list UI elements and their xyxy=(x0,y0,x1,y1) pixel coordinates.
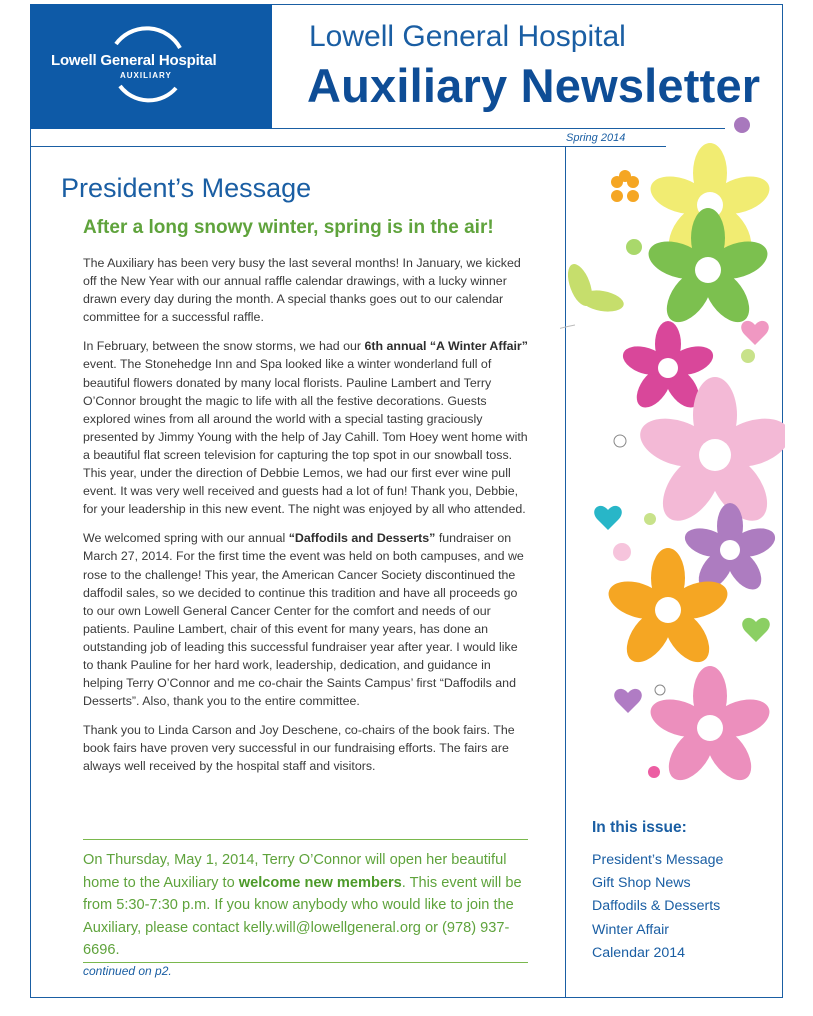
pink-flower-bottom-icon xyxy=(646,666,774,788)
paragraph-1: The Auxiliary has been very busy the last several months! In January, we kicked off the New Year with our annual raffle calendar drawings, with a lucky winner drawn every day during the month. A special thanks goes out to our calendar committee for a successful raffle. xyxy=(83,256,521,325)
issue-item[interactable]: Gift Shop News xyxy=(592,875,691,892)
paragraph-3: We welcomed spring with our annual “Daffodils and Desserts” fundraiser on March 27, 2014. For the first time the event was held on both campuses, and we rose to the challenge! This year, the American Cancer Society discontinued the daffodil sales, so we decided to continue this tradition and have all proceeds go to our own Lowell General Cancer Center for the comfort and needs of our patients. Pauline Lambert, chair of this event for many years, has done an outstanding job of leading this successful fundraiser year after year. I would like to thank Pauline for her hard work, leadership, dedication, and guidance in helping Terry O’Connor and me co-chair the Saints Campus’ first “Daffodils and Desserts”. Also, thank you to the entire committee. xyxy=(83,531,524,709)
continued-note: continued on p2. xyxy=(83,964,172,978)
article-body xyxy=(83,254,531,787)
issue-item[interactable]: Winter Affair xyxy=(592,921,670,938)
callout-text: On Thursday, May 1, 2014, Terry O’Connor will open her beautiful home to the Auxiliary to welcome new members. This event will be from 5:30-7:30 p.m. If you know anybody who would like to join the Auxiliary, please contact kelly.will@lowellgeneral.org or (978) 937-6696. xyxy=(83,852,522,959)
teal-heart-icon xyxy=(594,506,622,530)
purple-dot-icon xyxy=(734,117,750,133)
green-heart-icon xyxy=(742,618,770,642)
orange-cluster-icon xyxy=(611,170,639,202)
purple-flower-icon xyxy=(681,503,778,596)
newsletter-title: Auxiliary Newsletter xyxy=(307,59,761,112)
issue-title: In this issue: xyxy=(592,819,687,836)
hospital-logo xyxy=(30,4,272,129)
green-flower-icon xyxy=(644,208,772,330)
flower-decoration xyxy=(560,110,785,810)
issue-list xyxy=(592,849,723,965)
callout-bottom-rule xyxy=(83,962,528,963)
newsletter-org: Lowell General Hospital xyxy=(309,20,626,53)
ring-dot-2-icon xyxy=(655,685,665,695)
butterfly-icon xyxy=(560,261,625,352)
article-headline: After a long snowy winter, spring is in the air! xyxy=(83,217,494,238)
section-title: President’s Message xyxy=(61,173,312,203)
paragraph-4: Thank you to Linda Carson and Joy Deschene, co-chairs of the book fairs. The book fairs have proven very successful in our fundraising efforts. The fairs are always well received by the hospital staff and visitors. xyxy=(83,723,515,774)
paragraph-2: In February, between the snow storms, we had our 6th annual “A Winter Affair” event. The Stonehedge Inn and Spa looked like a winter wonderland full of beautiful flowers donated by many local florists. Pauline Lambert and Terry O’Connor brought the magic to life with all the festive decorations. Guests explored wines from all around the world with a special tasting graciously presented by Jimmy Young with the help of Jay Cahill. Tom Hoey went home with a beautiful flat screen television for capturing the top spot in our snowball toss. This year, under the direction of Debbie Lemos, we had our first ever wine pull event. It was very well received and guests had a lot of fun! Thank you, Debbie, for your leadership in this new event. The night was enjoyed by all who attended. xyxy=(83,339,528,517)
issue-item[interactable]: President’s Message xyxy=(592,852,724,868)
lime-dot-2-icon xyxy=(644,513,656,525)
pink-dot-icon xyxy=(613,543,631,561)
lime-dot-icon xyxy=(741,349,755,363)
callout-top-rule xyxy=(83,839,528,840)
pink-heart-icon xyxy=(741,321,769,345)
logo-subtitle: AUXILIARY xyxy=(120,71,172,80)
issue-item[interactable]: Calendar 2014 xyxy=(592,944,686,961)
issue-item[interactable]: Daffodils & Desserts xyxy=(592,898,721,915)
magenta-dot-icon xyxy=(648,766,660,778)
ring-dot-icon xyxy=(614,435,626,447)
issue-date: Spring 2014 xyxy=(566,132,626,144)
green-dot-icon xyxy=(626,239,642,255)
logo-name: Lowell General Hospital xyxy=(51,52,217,69)
purple-heart-icon xyxy=(614,689,642,713)
